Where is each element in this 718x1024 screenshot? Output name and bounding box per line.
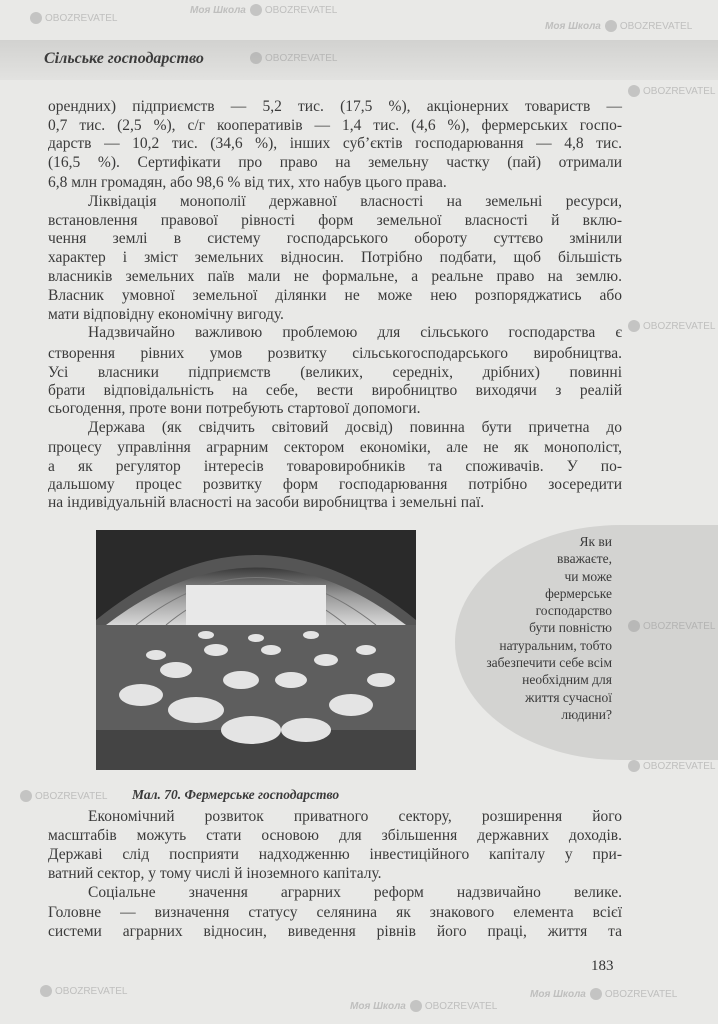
watermark-brand: OBOZREVATEL [265,53,338,64]
text-line: чення землі в систему господарського обороту суттєво змінили [48,230,622,247]
watermark-brand: OBOZREVATEL [35,791,108,802]
text-line: Держава (як свідчить світовий досвід) повинна бути причетна до [88,419,622,436]
watermark-logo-icon [410,1000,422,1012]
watermark [350,1000,497,1014]
watermark-brand: OBOZREVATEL [45,13,118,24]
question-line: господарство [535,603,612,619]
watermark-brand: OBOZREVATEL [643,621,716,632]
text-line: а як регулятор інтересів товаровиробників та споживачів. У по- [48,458,622,475]
watermark-brand: OBOZREVATEL [604,989,678,1000]
watermark-logo-icon [250,52,262,64]
text-line: 0,7 тис. (2,5 %), с/г кооперативів — 1,4 тис. (4,6 %), фермерських госпо- [48,117,622,134]
question-line: людини? [561,706,612,722]
text-line: характер і зміст земельних відносин. Потрібно подбати, щоб більшість [48,249,622,266]
sidebar-question [462,533,612,723]
watermark-logo-icon [250,4,262,16]
pig [329,694,373,716]
text-line: процесу управління аграрним сектором економіки, але не як монополіст, [48,439,622,456]
pig [204,644,228,656]
text-line: власників земельних паїв мали не формальне, а реальне право на землю. [48,268,622,285]
pig [248,634,264,642]
figure-caption: Мал. 70. Фермерське господарство [132,787,340,802]
watermark [628,320,715,334]
pig [168,697,224,723]
text-line: 6,8 млн громадян, або 98,6 % від тих, хто набув цього права. [48,174,447,191]
pig [198,631,214,639]
pig [281,718,331,742]
pig [221,716,281,744]
text-line: Головне — визначення статусу селянина як знакового елемента всієї [48,904,622,921]
question-line: чи може [564,568,612,584]
text-line: ватний сектор, у тому числі й іноземного капіталу. [48,865,382,882]
question-line: бути повністю [529,620,612,636]
figure-photo-pig-farm [96,530,416,770]
pig [160,662,192,678]
watermark-brand: OBOZREVATEL [643,761,716,772]
watermark-school: Моя Школа [530,989,586,1000]
watermark-brand: OBOZREVATEL [643,86,716,97]
question-line: натуральним, тобто [499,637,612,653]
text-line: Ліквідація монополії державної власності на земельні ресурси, [88,193,622,210]
watermark [628,760,715,774]
watermark-brand: OBOZREVATEL [55,986,128,997]
watermark-school: Моя Школа [350,1001,406,1012]
watermark [545,20,692,34]
running-head: Сільське господарство [44,50,204,67]
watermark-brand: OBOZREVATEL [643,321,716,332]
text-line: на індивідуальній власності на засоби виробництва і земельні паї. [48,494,485,511]
watermark-logo-icon [590,988,602,1000]
watermark-brand: OBOZREVATEL [264,5,338,16]
question-line: Як ви [579,534,612,549]
text-line: Соціальне значення аграрних реформ надзвичайно велике. [88,884,622,901]
watermark-logo-icon [605,20,617,32]
watermark-logo-icon [30,12,42,24]
text-line: Економічний розвиток приватного сектору, розширення його [88,808,622,825]
pig [261,645,281,655]
question-line: необхідним для [522,672,612,688]
text-line: Усі власники підприємств (великих, середніх, дрібних) повинні [48,364,622,381]
pig [303,631,319,639]
text-line: дальшому процес розвитку форм господарювання потрібно зосередити [48,476,622,493]
pig [367,673,395,687]
watermark-logo-icon [628,760,640,772]
watermark [30,12,117,26]
text-line: дарств — 10,2 тис. (34,6 %), інших суб’єктів господарювання — 4,8 тис. [48,135,622,152]
text-line: брати відповідальність на себе, вести виробництво виходячи з реалій [48,382,622,399]
text-line: сьогодення, проте вони потребують стартової допомоги. [48,400,421,417]
watermark [530,988,677,1002]
text-line: (16,5 %). Сертифікати про право на земельну частку (пай) отримали [48,154,622,171]
watermark [20,790,107,804]
watermark-logo-icon [40,985,52,997]
watermark-logo-icon [628,85,640,97]
pig [223,671,259,689]
page-number: 183 [591,958,614,974]
watermark [628,620,715,634]
watermark-school: Моя Школа [190,5,246,16]
text-line: мати відповідну економічну вигоду. [48,306,284,323]
watermark [250,52,337,66]
question-line: забезпечити себе всім [486,655,612,671]
watermark-school: Моя Школа [545,21,601,32]
watermark [40,985,127,999]
watermark-logo-icon [20,790,32,802]
question-line: життя сучасної [525,689,612,705]
watermark [628,85,715,99]
pig [119,684,163,706]
question-line: вважаєте, [557,551,612,567]
watermark-logo-icon [628,320,640,332]
text-line: створення рівних умов розвитку сільськогосподарського виробництва. [48,345,622,362]
question-line: фермерське [545,585,612,601]
pig [275,672,307,688]
watermark-brand: OBOZREVATEL [424,1001,498,1012]
pig [314,654,338,666]
text-line: Державі слід посприяти надходженню інвестиційного капіталу у при- [48,846,622,863]
text-line: Надзвичайно важливою проблемою для сільського господарства є [88,324,622,341]
text-line: масштабів можуть стати основою для збільшення державних доходів. [48,827,622,844]
pig [146,650,166,660]
watermark-brand: OBOZREVATEL [619,21,693,32]
text-line: встановлення правової рівності форм земельної власності й вклю- [48,212,622,229]
text-line: Власник умовної земельної ділянки не може нею розпоряджатись або [48,287,622,304]
watermark [190,4,337,18]
text-line: системи аграрних відносин, виведення рівнів його праці, життя та [48,923,622,940]
pig [356,645,376,655]
text-line: орендних) підприємств — 5,2 тис. (17,5 %), акціонерних товариств — [48,98,622,115]
watermark-logo-icon [628,620,640,632]
